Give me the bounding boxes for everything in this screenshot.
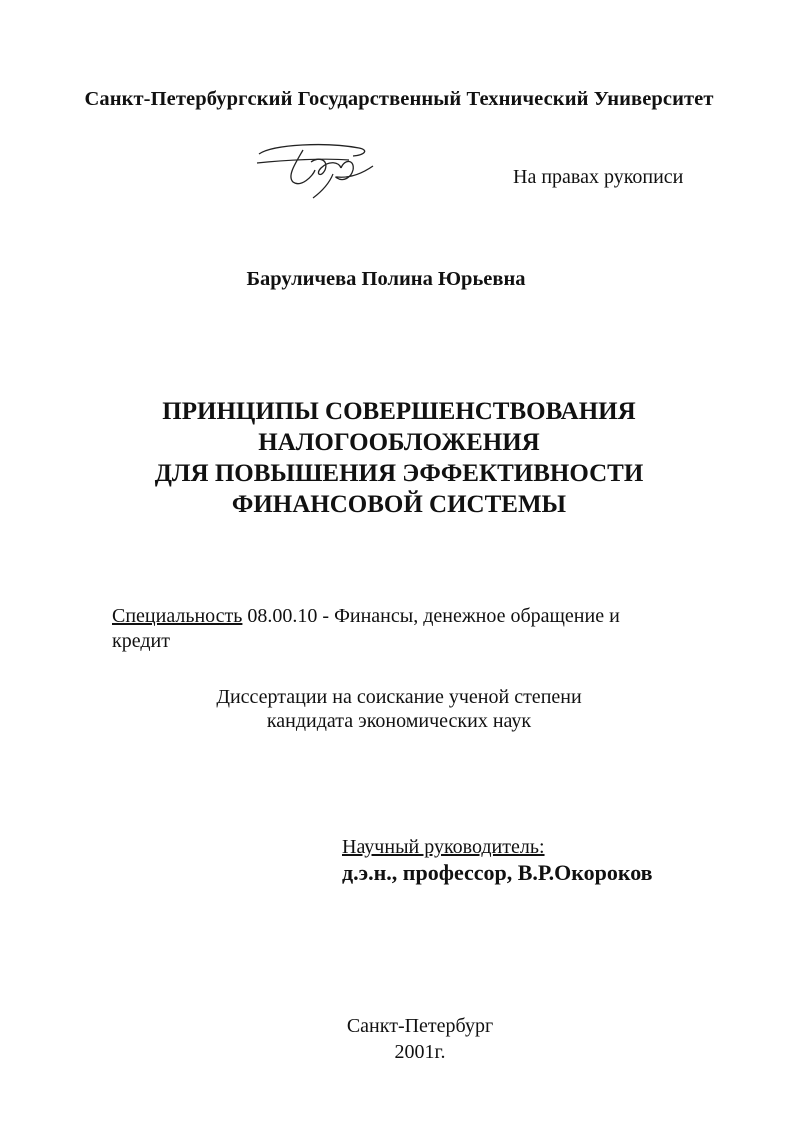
signature — [255, 138, 380, 200]
manuscript-note: На правах рукописи — [513, 166, 684, 188]
degree-line: кандидата экономических наук — [266, 710, 532, 732]
dissertation-title — [0, 396, 798, 520]
title-line: ДЛЯ ПОВЫШЕНИЯ ЭФФЕКТИВНОСТИ — [154, 460, 644, 487]
supervisor-label: Научный руководитель: — [342, 836, 545, 858]
degree-line: Диссертации на соискание ученой степени — [216, 686, 582, 708]
supervisor-name: д.э.н., профессор, В.Р.Окороков — [342, 860, 653, 885]
author-name: Баруличева Полина Юрьевна — [246, 268, 526, 290]
city: Санкт-Петербург — [346, 1015, 494, 1037]
title-line: НАЛОГООБЛОЖЕНИЯ — [258, 429, 540, 456]
title-line: ФИНАНСОВОЙ СИСТЕМЫ — [231, 491, 567, 518]
specialty-separator: - — [322, 605, 330, 627]
specialty-code: 08.00.10 — [247, 605, 318, 627]
title-line: ПРИНЦИПЫ СОВЕРШЕНСТВОВАНИЯ — [162, 398, 636, 425]
specialty-name: Финансы, денежное обращение и — [334, 605, 620, 627]
degree-statement — [0, 685, 798, 733]
specialty-label: Специальность — [112, 605, 243, 627]
year: 2001г. — [394, 1041, 446, 1063]
city-year — [0, 1013, 798, 1065]
university-name: Санкт-Петербургский Государственный Технический Университет — [84, 88, 714, 110]
specialty-name-cont: кредит — [112, 630, 170, 652]
specialty-block — [112, 604, 620, 654]
